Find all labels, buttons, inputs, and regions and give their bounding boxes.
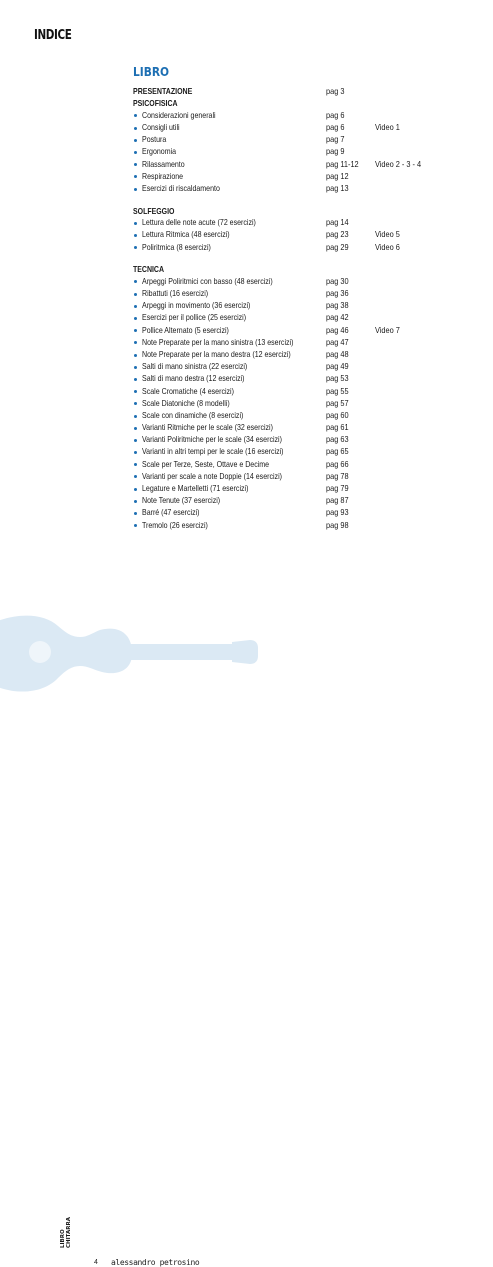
entry-page: pag 46 [326, 325, 349, 335]
author-name: alessandro petrosino [111, 1258, 200, 1267]
entry-page: pag 48 [326, 349, 349, 359]
entry-page: pag 30 [326, 276, 349, 286]
entry-page: pag 11-12 [326, 159, 359, 169]
bullet-icon [134, 463, 137, 466]
toc-entry [133, 110, 433, 122]
bullet-icon [134, 246, 137, 249]
entry-page: pag 7 [326, 135, 345, 145]
entry-page: pag 93 [326, 508, 349, 518]
bullet-icon [134, 415, 137, 418]
entry-page: pag 29 [326, 242, 349, 252]
bullet-icon [134, 175, 137, 178]
bullet-icon [134, 329, 137, 332]
entry-page: pag 65 [326, 447, 349, 457]
bullet-icon [134, 341, 137, 344]
entry-video: Video 1 [375, 122, 400, 132]
entry-label: Consigli utili [142, 122, 180, 132]
entry-label: Note Preparate per la mano destra (12 esercizi) [142, 349, 291, 359]
toc-entry [133, 337, 433, 349]
bullet-icon [134, 439, 137, 442]
bullet-icon [134, 317, 137, 320]
entry-page: pag 6 [326, 110, 345, 120]
toc-entry [133, 276, 433, 288]
bullet-icon [134, 354, 137, 357]
toc-entry [133, 146, 433, 158]
bullet-icon [134, 139, 137, 142]
toc-section-presentazione-psicofisica [133, 86, 433, 195]
entry-page: pag 60 [326, 410, 349, 420]
book-heading: LIBRO [133, 64, 170, 79]
section-title-psicofisica: PSICOFISICA [133, 98, 178, 109]
entry-label: Respirazione [142, 171, 184, 181]
toc-section-tecnica [133, 264, 433, 532]
page-number: 4 [94, 1259, 98, 1266]
entry-label: Pollice Alternato (5 esercizi) [142, 325, 229, 335]
toc-section-solfeggio [133, 206, 433, 254]
entry-video: Video 7 [375, 325, 400, 335]
toc-entry [133, 507, 433, 519]
bullet-icon [134, 524, 137, 527]
entry-label: PRESENTAZIONE [133, 87, 193, 96]
entry-page: pag 55 [326, 386, 349, 396]
entry-label: Varianti per scale a note Doppie (14 esercizi) [142, 471, 282, 481]
entry-page: pag 87 [326, 496, 349, 506]
toc-entry [133, 386, 433, 398]
entry-label: Lettura delle note acute (72 esercizi) [142, 218, 256, 228]
entry-list-tecnica [133, 276, 433, 532]
spine-line-1: LIBRO [60, 1229, 66, 1248]
entry-label: Legature e Martelletti (71 esercizi) [142, 484, 249, 494]
toc-entry [133, 495, 433, 507]
entry-page: pag 14 [326, 218, 349, 228]
entry-label: Poliritmica (8 esercizi) [142, 242, 211, 252]
entry-label: Esercizi di riscaldamento [142, 183, 220, 193]
entry-label: Esercizi per il pollice (25 esercizi) [142, 313, 247, 323]
bullet-icon [134, 293, 137, 296]
entry-page: pag 6 [326, 122, 345, 132]
bullet-icon [134, 451, 137, 454]
toc-entry [133, 349, 433, 361]
bullet-icon [134, 512, 137, 515]
bullet-icon [134, 114, 137, 117]
entry-label: Barré (47 esercizi) [142, 508, 200, 518]
entry-page: pag 63 [326, 435, 349, 445]
toc-entry [133, 325, 433, 337]
guitar-icon [0, 600, 493, 700]
bullet-icon [134, 378, 137, 381]
bullet-icon [134, 475, 137, 478]
entry-page: pag 53 [326, 374, 349, 384]
entry-video: Video 5 [375, 230, 400, 240]
section-title-tecnica: TECNICA [133, 264, 164, 275]
spine-title [60, 1217, 72, 1248]
entry-label: Varianti Ritmiche per le scale (32 esercizi) [142, 423, 273, 433]
bullet-icon [134, 402, 137, 405]
entry-label: Arpeggi Poliritmici con basso (48 esercizi) [142, 276, 273, 286]
entry-page: pag 9 [326, 147, 345, 157]
entry-label: Salti di mano sinistra (22 esercizi) [142, 362, 248, 372]
entry-label: Lettura Ritmica (48 esercizi) [142, 230, 230, 240]
toc-entry [133, 471, 433, 483]
entry-page: pag 23 [326, 230, 349, 240]
section-title-solfeggio: SOLFEGGIO [133, 205, 175, 216]
entry-label: Considerazioni generali [142, 110, 216, 120]
entry-page: pag 38 [326, 301, 349, 311]
toc-entry [133, 446, 433, 458]
toc-entry [133, 242, 433, 254]
toc-entry [133, 159, 433, 171]
toc-entry [133, 300, 433, 312]
toc-entry [133, 134, 433, 146]
entry-label: Scale Diatoniche (8 modelli) [142, 398, 230, 408]
entry-label: Scale con dinamiche (8 esercizi) [142, 410, 244, 420]
entry-page: pag 79 [326, 484, 349, 494]
entry-page: pag 12 [326, 171, 349, 181]
toc-entry [133, 229, 433, 241]
toc-entry [133, 217, 433, 229]
entry-label: Tremolo (26 esercizi) [142, 520, 208, 530]
entry-video: Video 2 - 3 - 4 [375, 159, 422, 169]
bullet-icon [134, 127, 137, 130]
toc-entry [133, 459, 433, 471]
entry-label: Varianti in altri tempi per le scale (16 esercizi) [142, 447, 284, 457]
entry-page: pag 42 [326, 313, 349, 323]
entry-label: Salti di mano destra (12 esercizi) [142, 374, 245, 384]
toc-entry-presentazione [133, 86, 433, 98]
entry-list-psicofisica [133, 110, 433, 195]
entry-page: pag 36 [326, 289, 349, 299]
entry-page: pag 57 [326, 398, 349, 408]
toc-entry [133, 483, 433, 495]
bullet-icon [134, 163, 137, 166]
entry-page: pag 61 [326, 423, 349, 433]
page-heading: INDICE [34, 28, 72, 43]
toc-entry [133, 398, 433, 410]
bullet-icon [134, 305, 137, 308]
entry-page: pag 3 [326, 87, 345, 96]
bullet-icon [134, 366, 137, 369]
entry-page: pag 47 [326, 337, 349, 347]
entry-page: pag 49 [326, 362, 349, 372]
toc-entry [133, 434, 433, 446]
toc-entry [133, 288, 433, 300]
toc-entry [133, 520, 433, 532]
bullet-icon [134, 488, 137, 491]
toc-entry [133, 312, 433, 324]
entry-video: Video 6 [375, 242, 400, 252]
table-of-contents [133, 86, 433, 542]
entry-label: Scale per Terze, Seste, Ottave e Decime [142, 459, 270, 469]
entry-label: Ribattuti (16 esercizi) [142, 289, 209, 299]
bullet-icon [134, 390, 137, 393]
bullet-icon [134, 234, 137, 237]
toc-entry [133, 373, 433, 385]
toc-entry [133, 422, 433, 434]
entry-label: Note Preparate per la mano sinistra (13 esercizi) [142, 337, 294, 347]
entry-label: Note Tenute (37 esercizi) [142, 496, 221, 506]
toc-entry [133, 361, 433, 373]
spine-line-2: CHITARRA [66, 1217, 72, 1248]
toc-entry [133, 122, 433, 134]
toc-entry [133, 183, 433, 195]
bullet-icon [134, 500, 137, 503]
bullet-icon [134, 222, 137, 225]
entry-label: Rilassamento [142, 159, 185, 169]
bullet-icon [134, 151, 137, 154]
entry-page: pag 78 [326, 471, 349, 481]
entry-label: Postura [142, 135, 167, 145]
bullet-icon [134, 280, 137, 283]
toc-entry [133, 410, 433, 422]
entry-label: Ergonomia [142, 147, 177, 157]
entry-page: pag 13 [326, 183, 349, 193]
bullet-icon [134, 427, 137, 430]
bullet-icon [134, 188, 137, 191]
entry-label: Scale Cromatiche (4 esercizi) [142, 386, 234, 396]
entry-label: Arpeggi in movimento (36 esercizi) [142, 301, 251, 311]
entry-page: pag 98 [326, 520, 349, 530]
entry-page: pag 66 [326, 459, 349, 469]
entry-label: Varianti Poliritmiche per le scale (34 esercizi) [142, 435, 282, 445]
entry-list-solfeggio [133, 217, 433, 254]
toc-entry [133, 171, 433, 183]
page-footer [0, 600, 493, 1267]
